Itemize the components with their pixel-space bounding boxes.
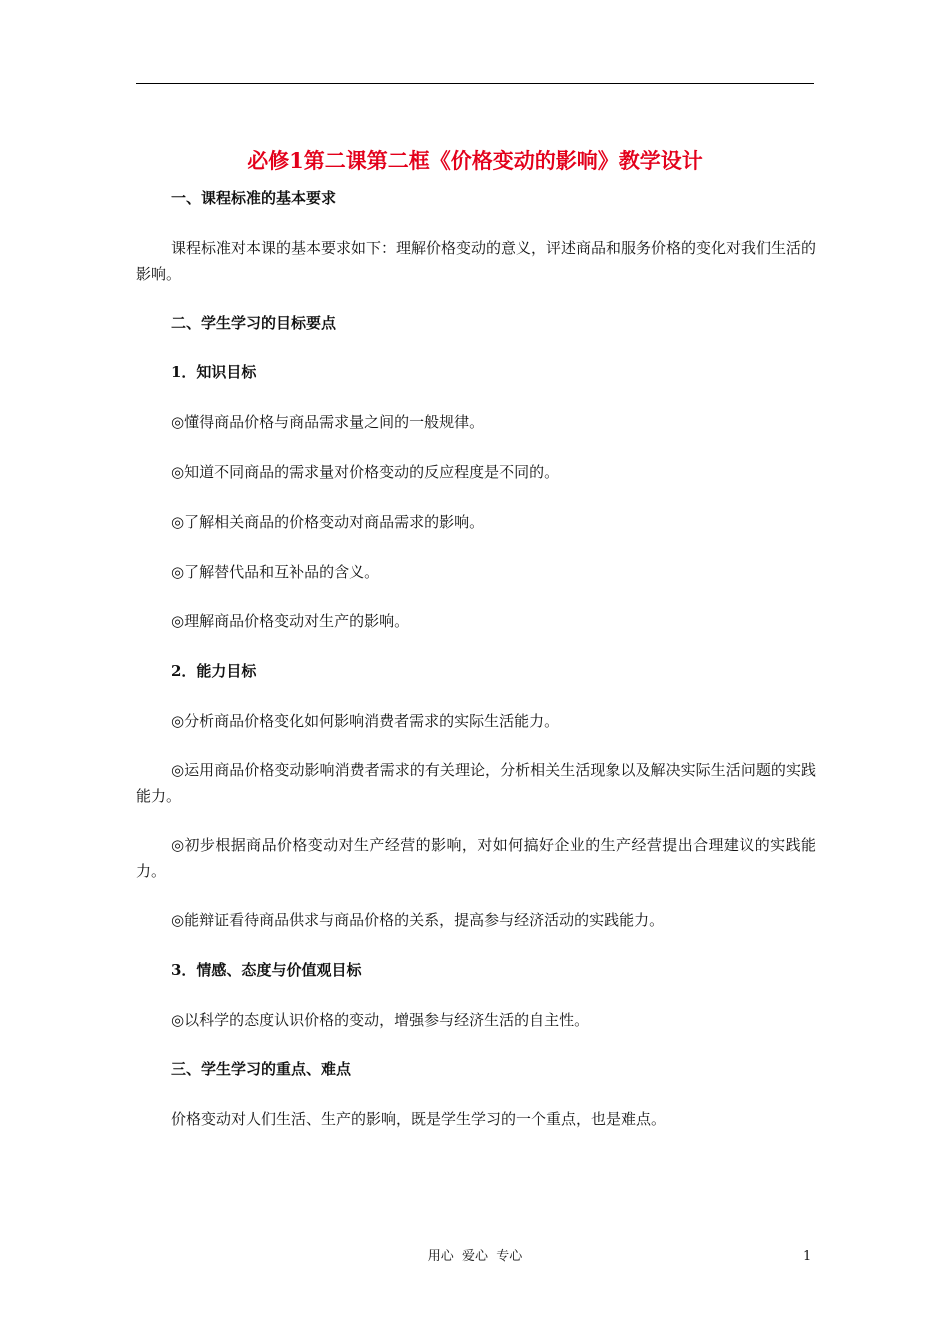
subheading-knowledge: 1．知识目标 [171, 363, 257, 381]
knowledge-item: ◎了解相关商品的价格变动对商品需求的影响。 [171, 513, 485, 531]
page-number: 1 [803, 1249, 812, 1264]
knowledge-item: ◎懂得商品价格与商品需求量之间的一般规律。 [171, 413, 485, 431]
ability-item: ◎运用商品价格变动影响消费者需求的有关理论，分析相关生活现象以及解决实际生活问题的实践能力。 [136, 761, 816, 805]
section-heading-objectives: 二、学生学习的目标要点 [171, 314, 337, 332]
subheading-ability: 2．能力目标 [171, 662, 257, 680]
knowledge-item: ◎了解替代品和互补品的含义。 [171, 563, 380, 581]
section-heading-key-points: 三、学生学习的重点、难点 [171, 1060, 352, 1078]
section-heading-standards: 一、课程标准的基本要求 [171, 189, 337, 207]
document-title: 必修1第二课第二框《价格变动的影响》教学设计 [247, 148, 703, 173]
standards-paragraph: 课程标准对本课的基本要求如下：理解价格变动的意义，评述商品和服务价格的变化对我们生活的影响。 [136, 239, 817, 283]
subheading-emotion: 3．情感、态度与价值观目标 [171, 961, 362, 979]
emotion-item: ◎以科学的态度认识价格的变动，增强参与经济生活的自主性。 [171, 1011, 590, 1029]
ability-item: ◎分析商品价格变化如何影响消费者需求的实际生活能力。 [171, 712, 560, 730]
footer-motto: 用心 爱心 专心 [427, 1249, 523, 1264]
knowledge-item: ◎知道不同商品的需求量对价格变动的反应程度是不同的。 [171, 463, 560, 481]
ability-item: ◎能辩证看待商品供求与商品价格的关系，提高参与经济活动的实践能力。 [171, 911, 665, 929]
knowledge-item: ◎理解商品价格变动对生产的影响。 [171, 612, 410, 630]
key-points-paragraph: 价格变动对人们生活、生产的影响，既是学生学习的一个重点，也是难点。 [171, 1110, 667, 1128]
ability-item: ◎初步根据商品价格变动对生产经营的影响，对如何搞好企业的生产经营提出合理建议的实践能力。 [136, 836, 816, 880]
header-rule [136, 83, 814, 84]
